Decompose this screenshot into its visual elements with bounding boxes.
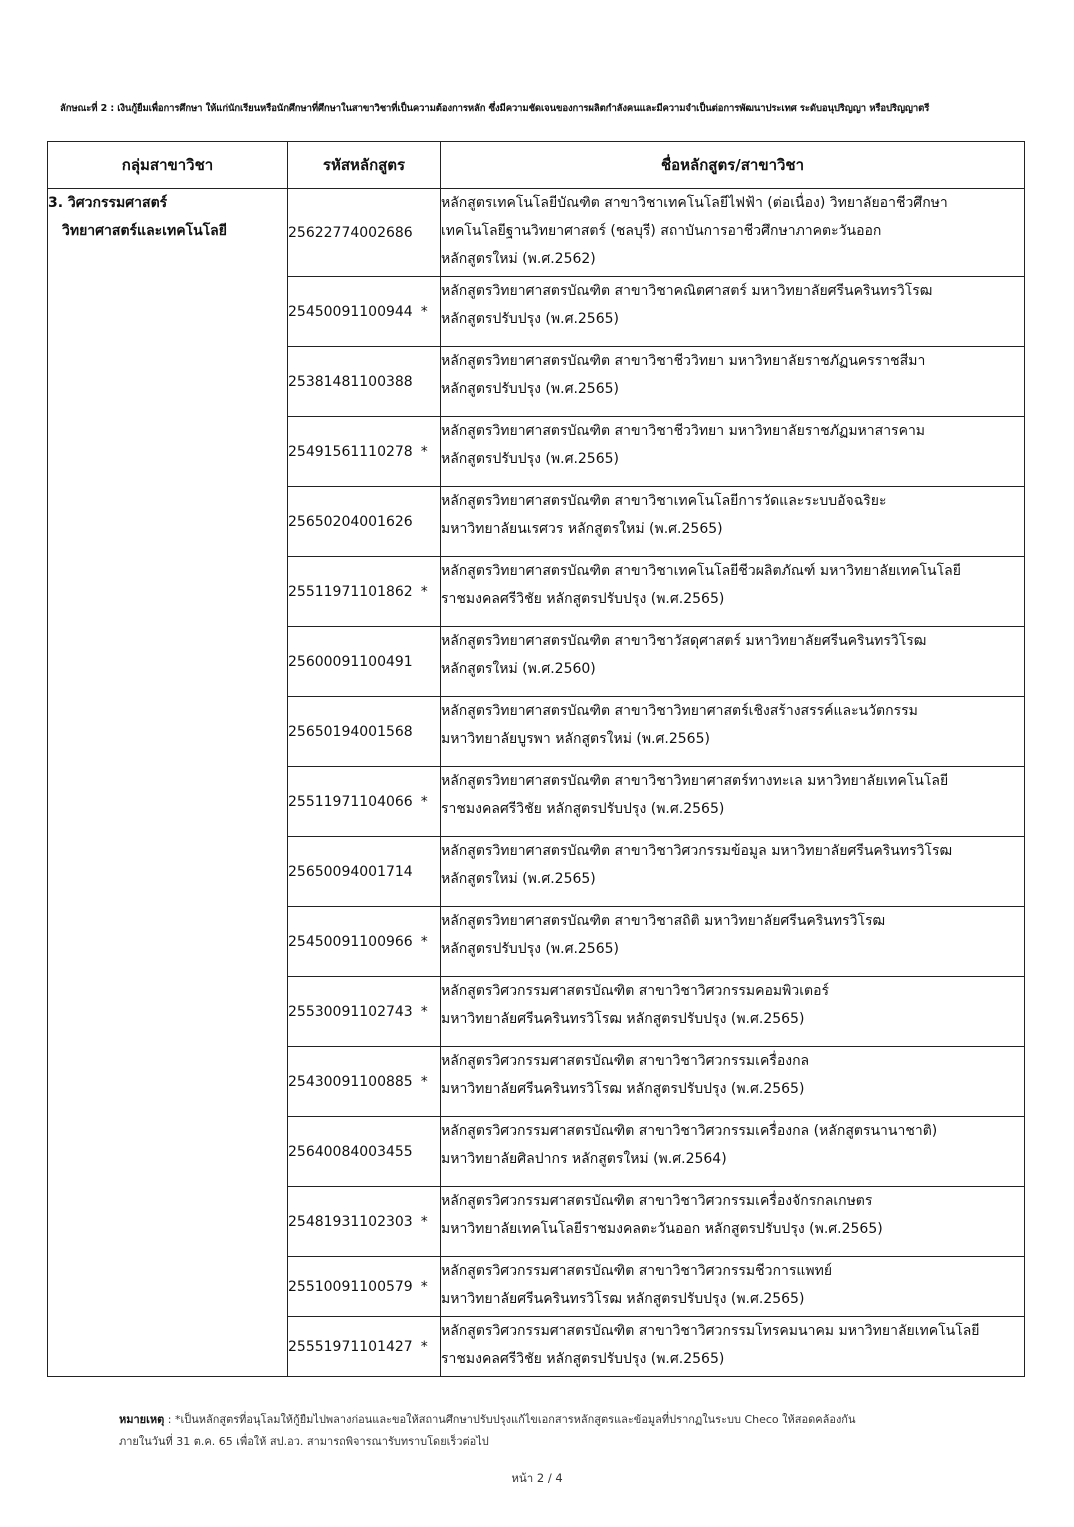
course-code-cell (288, 277, 441, 347)
course-code-cell (288, 557, 441, 627)
course-code-cell (288, 1257, 441, 1317)
course-name-cell (441, 1257, 1025, 1317)
course-name-line: มหาวิทยาลัยศรีนครินทรวิโรฒ หลักสูตรปรับปรุง (พ.ศ.2565) (441, 1291, 805, 1307)
course-name-line: หลักสูตรวิศวกรรมศาสตรบัณฑิต สาขาวิชาวิศวกรรมโทรคมนาคม มหาวิทยาลัยเทคโนโลยี (441, 1323, 980, 1339)
course-name-line: มหาวิทยาลัยศรีนครินทรวิโรฒ หลักสูตรปรับปรุง (พ.ศ.2565) (441, 1011, 805, 1027)
course-name-cell (441, 977, 1025, 1047)
remark-line-2: ภายในวันที่ 31 ต.ค. 65 เพื่อให้ สป.อว. สามารถพิจารณารับทราบโดยเร็วต่อไป (119, 1435, 489, 1448)
course-code: 25650204001626 (288, 513, 413, 530)
course-code: 25510091100579 (288, 1278, 413, 1295)
table-row (48, 189, 1025, 277)
course-name-line: หลักสูตรใหม่ (พ.ศ.2565) (441, 871, 596, 887)
provisional-marker: * (420, 303, 428, 320)
course-code: 25551971101427 (288, 1338, 413, 1355)
provisional-marker: * (420, 1073, 428, 1090)
header-group: กลุ่มสาขาวิชา (48, 142, 288, 189)
course-name-line: หลักสูตรใหม่ (พ.ศ.2560) (441, 661, 596, 677)
course-name-cell (441, 627, 1025, 697)
course-code-cell (288, 189, 441, 277)
course-code-cell (288, 1187, 441, 1257)
course-code-cell (288, 907, 441, 977)
course-code-cell (288, 977, 441, 1047)
remark-label: หมายเหตุ (119, 1413, 165, 1426)
provisional-marker: * (420, 443, 428, 460)
course-name-cell (441, 837, 1025, 907)
course-code-cell (288, 1117, 441, 1187)
course-name-line: หลักสูตรวิศวกรรมศาสตรบัณฑิต สาขาวิชาวิศวกรรมชีวการแพทย์ (441, 1263, 833, 1279)
course-code: 25450091100944 (288, 303, 413, 320)
course-name-cell (441, 767, 1025, 837)
course-code: 25650194001568 (288, 723, 413, 740)
course-name-cell (441, 189, 1025, 277)
course-name-line: ราชมงคลศรีวิชัย หลักสูตรปรับปรุง (พ.ศ.2565) (441, 1351, 725, 1367)
table-body (48, 189, 1025, 1377)
course-name-cell (441, 697, 1025, 767)
course-name-cell (441, 1187, 1025, 1257)
course-name-line: หลักสูตรวิทยาศาสตรบัณฑิต สาขาวิชาคณิตศาสตร์ มหาวิทยาลัยศรีนครินทรวิโรฒ (441, 283, 933, 299)
course-code-cell (288, 697, 441, 767)
remark-line-1: : *เป็นหลักสูตรที่อนุโลมให้กู้ยืมไปพลางก่อนและขอให้สถานศึกษาปรับปรุงแก้ไขเอกสารหลักสูตรและข้อมูลที่ปรากฏในระบบ Checo ให้สอดคล้องกัน (167, 1413, 856, 1426)
course-name-line: หลักสูตรวิศวกรรมศาสตรบัณฑิต สาขาวิชาวิศวกรรมเครื่องจักรกลเกษตร (441, 1193, 873, 1209)
course-code: 25640084003455 (288, 1143, 413, 1160)
course-name-cell (441, 1047, 1025, 1117)
course-name-line: มหาวิทยาลัยนเรศวร หลักสูตรใหม่ (พ.ศ.2565) (441, 521, 723, 537)
course-name-line: หลักสูตรวิทยาศาสตรบัณฑิต สาขาวิชาชีววิทยา มหาวิทยาลัยราชภัฏมหาสารคาม (441, 423, 926, 439)
course-code-cell (288, 627, 441, 697)
course-code-cell (288, 1047, 441, 1117)
course-name-line: มหาวิทยาลัยศรีนครินทรวิโรฒ หลักสูตรปรับปรุง (พ.ศ.2565) (441, 1081, 805, 1097)
course-name-line: หลักสูตรเทคโนโลยีบัณฑิต สาขาวิชาเทคโนโลยีไฟฟ้า (ต่อเนื่อง) วิทยาลัยอาชีวศึกษา (441, 195, 948, 211)
course-code-cell (288, 767, 441, 837)
course-name-cell (441, 1117, 1025, 1187)
provisional-marker: * (420, 1278, 428, 1295)
course-name-cell (441, 907, 1025, 977)
course-name-line: หลักสูตรวิทยาศาสตรบัณฑิต สาขาวิชาเทคโนโลยีชีวผลิตภัณฑ์ มหาวิทยาลัยเทคโนโลยี (441, 563, 961, 579)
course-name-line: หลักสูตรปรับปรุง (พ.ศ.2565) (441, 941, 619, 957)
course-name-line: หลักสูตรวิทยาศาสตรบัณฑิต สาขาวิชาชีววิทยา มหาวิทยาลัยราชภัฏนครราชสีมา (441, 353, 926, 369)
course-code: 25530091102743 (288, 1003, 413, 1020)
page-number: หน้า 2 / 4 (511, 1471, 563, 1485)
provisional-marker: * (420, 1003, 428, 1020)
course-name-line: หลักสูตรวิทยาศาสตรบัณฑิต สาขาวิชาวัสดุศาสตร์ มหาวิทยาลัยศรีนครินทรวิโรฒ (441, 633, 927, 649)
provisional-marker: * (420, 1338, 428, 1355)
course-name-cell (441, 417, 1025, 487)
course-name-cell (441, 487, 1025, 557)
courses-table (47, 141, 1025, 1377)
course-name-cell (441, 277, 1025, 347)
course-name-line: หลักสูตรปรับปรุง (พ.ศ.2565) (441, 311, 619, 327)
course-code: 25381481100388 (288, 373, 413, 390)
course-name-line: หลักสูตรวิทยาศาสตรบัณฑิต สาขาวิชาเทคโนโลยีการวัดและระบบอัจฉริยะ (441, 493, 887, 509)
section-heading: ลักษณะที่ 2 : เงินกู้ยืมเพื่อการศึกษา ให้แก่นักเรียนหรือนักศึกษาที่ศึกษาในสาขาวิชาที่เป็นความต้องการหลัก ซึ่งมีความชัดเจนของการผลิตกำลังคนและมีความจำเป็นต่อการพัฒนาประเทศ ระดับอนุปริญญา หรือปริญญาตรี (60, 103, 930, 114)
course-code-cell (288, 347, 441, 417)
course-code: 25450091100966 (288, 933, 413, 950)
table-header-row (48, 142, 1025, 189)
course-name-line: ราชมงคลศรีวิชัย หลักสูตรปรับปรุง (พ.ศ.2565) (441, 801, 725, 817)
course-name-cell (441, 1317, 1025, 1377)
course-name-line: หลักสูตรปรับปรุง (พ.ศ.2565) (441, 451, 619, 467)
course-name-line: หลักสูตรวิศวกรรมศาสตรบัณฑิต สาขาวิชาวิศวกรรมคอมพิวเตอร์ (441, 983, 830, 999)
course-code: 25481931102303 (288, 1213, 413, 1230)
provisional-marker: * (420, 583, 428, 600)
course-code: 25622774002686 (288, 224, 413, 241)
course-name-cell (441, 557, 1025, 627)
course-name-line: หลักสูตรปรับปรุง (พ.ศ.2565) (441, 381, 619, 397)
course-name-line: หลักสูตรวิศวกรรมศาสตรบัณฑิต สาขาวิชาวิศวกรรมเครื่องกล (หลักสูตรนานาชาติ) (441, 1123, 938, 1139)
course-name-line: หลักสูตรวิทยาศาสตรบัณฑิต สาขาวิชาสถิติ มหาวิทยาลัยศรีนครินทรวิโรฒ (441, 913, 886, 929)
course-code-cell (288, 837, 441, 907)
group-cell (48, 189, 288, 1377)
course-name-line: หลักสูตรใหม่ (พ.ศ.2562) (441, 251, 596, 267)
course-name-line: มหาวิทยาลัยศิลปากร หลักสูตรใหม่ (พ.ศ.2564) (441, 1151, 727, 1167)
course-code: 25650094001714 (288, 863, 413, 880)
course-name-line: หลักสูตรวิศวกรรมศาสตรบัณฑิต สาขาวิชาวิศวกรรมเครื่องกล (441, 1053, 810, 1069)
provisional-marker: * (420, 1213, 428, 1230)
provisional-marker: * (420, 793, 428, 810)
course-name-line: มหาวิทยาลัยบูรพา หลักสูตรใหม่ (พ.ศ.2565) (441, 731, 710, 747)
group-name-line-2: วิทยาศาสตร์และเทคโนโลยี (62, 223, 227, 239)
course-code-cell (288, 417, 441, 487)
course-code: 25491561110278 (288, 443, 413, 460)
course-name-cell (441, 347, 1025, 417)
course-name-line: หลักสูตรวิทยาศาสตรบัณฑิต สาขาวิชาวิทยาศาสตร์เชิงสร้างสรรค์และนวัตกรรม (441, 703, 918, 719)
group-name-line-1: 3. วิศวกรรมศาสตร์ (48, 195, 168, 211)
course-code-cell (288, 487, 441, 557)
course-name-line: มหาวิทยาลัยเทคโนโลยีราชมงคลตะวันออก หลักสูตรปรับปรุง (พ.ศ.2565) (441, 1221, 883, 1237)
course-code: 25600091100491 (288, 653, 413, 670)
provisional-marker: * (420, 933, 428, 950)
course-code: 25430091100885 (288, 1073, 413, 1090)
course-code: 25511971104066 (288, 793, 413, 810)
header-name: ชื่อหลักสูตร/สาขาวิชา (441, 142, 1025, 189)
course-name-line: หลักสูตรวิทยาศาสตรบัณฑิต สาขาวิชาวิศวกรรมข้อมูล มหาวิทยาลัยศรีนครินทรวิโรฒ (441, 843, 953, 859)
header-code: รหัสหลักสูตร (288, 142, 441, 189)
course-name-line: หลักสูตรวิทยาศาสตรบัณฑิต สาขาวิชาวิทยาศาสตร์ทางทะเล มหาวิทยาลัยเทคโนโลยี (441, 773, 949, 789)
remark (119, 1409, 1019, 1453)
course-code: 25511971101862 (288, 583, 413, 600)
course-name-line: เทคโนโลยีฐานวิทยาศาสตร์ (ชลบุรี) สถาบันการอาชีวศึกษาภาคตะวันออก (441, 223, 882, 239)
course-name-line: ราชมงคลศรีวิชัย หลักสูตรปรับปรุง (พ.ศ.2565) (441, 591, 725, 607)
course-code-cell (288, 1317, 441, 1377)
